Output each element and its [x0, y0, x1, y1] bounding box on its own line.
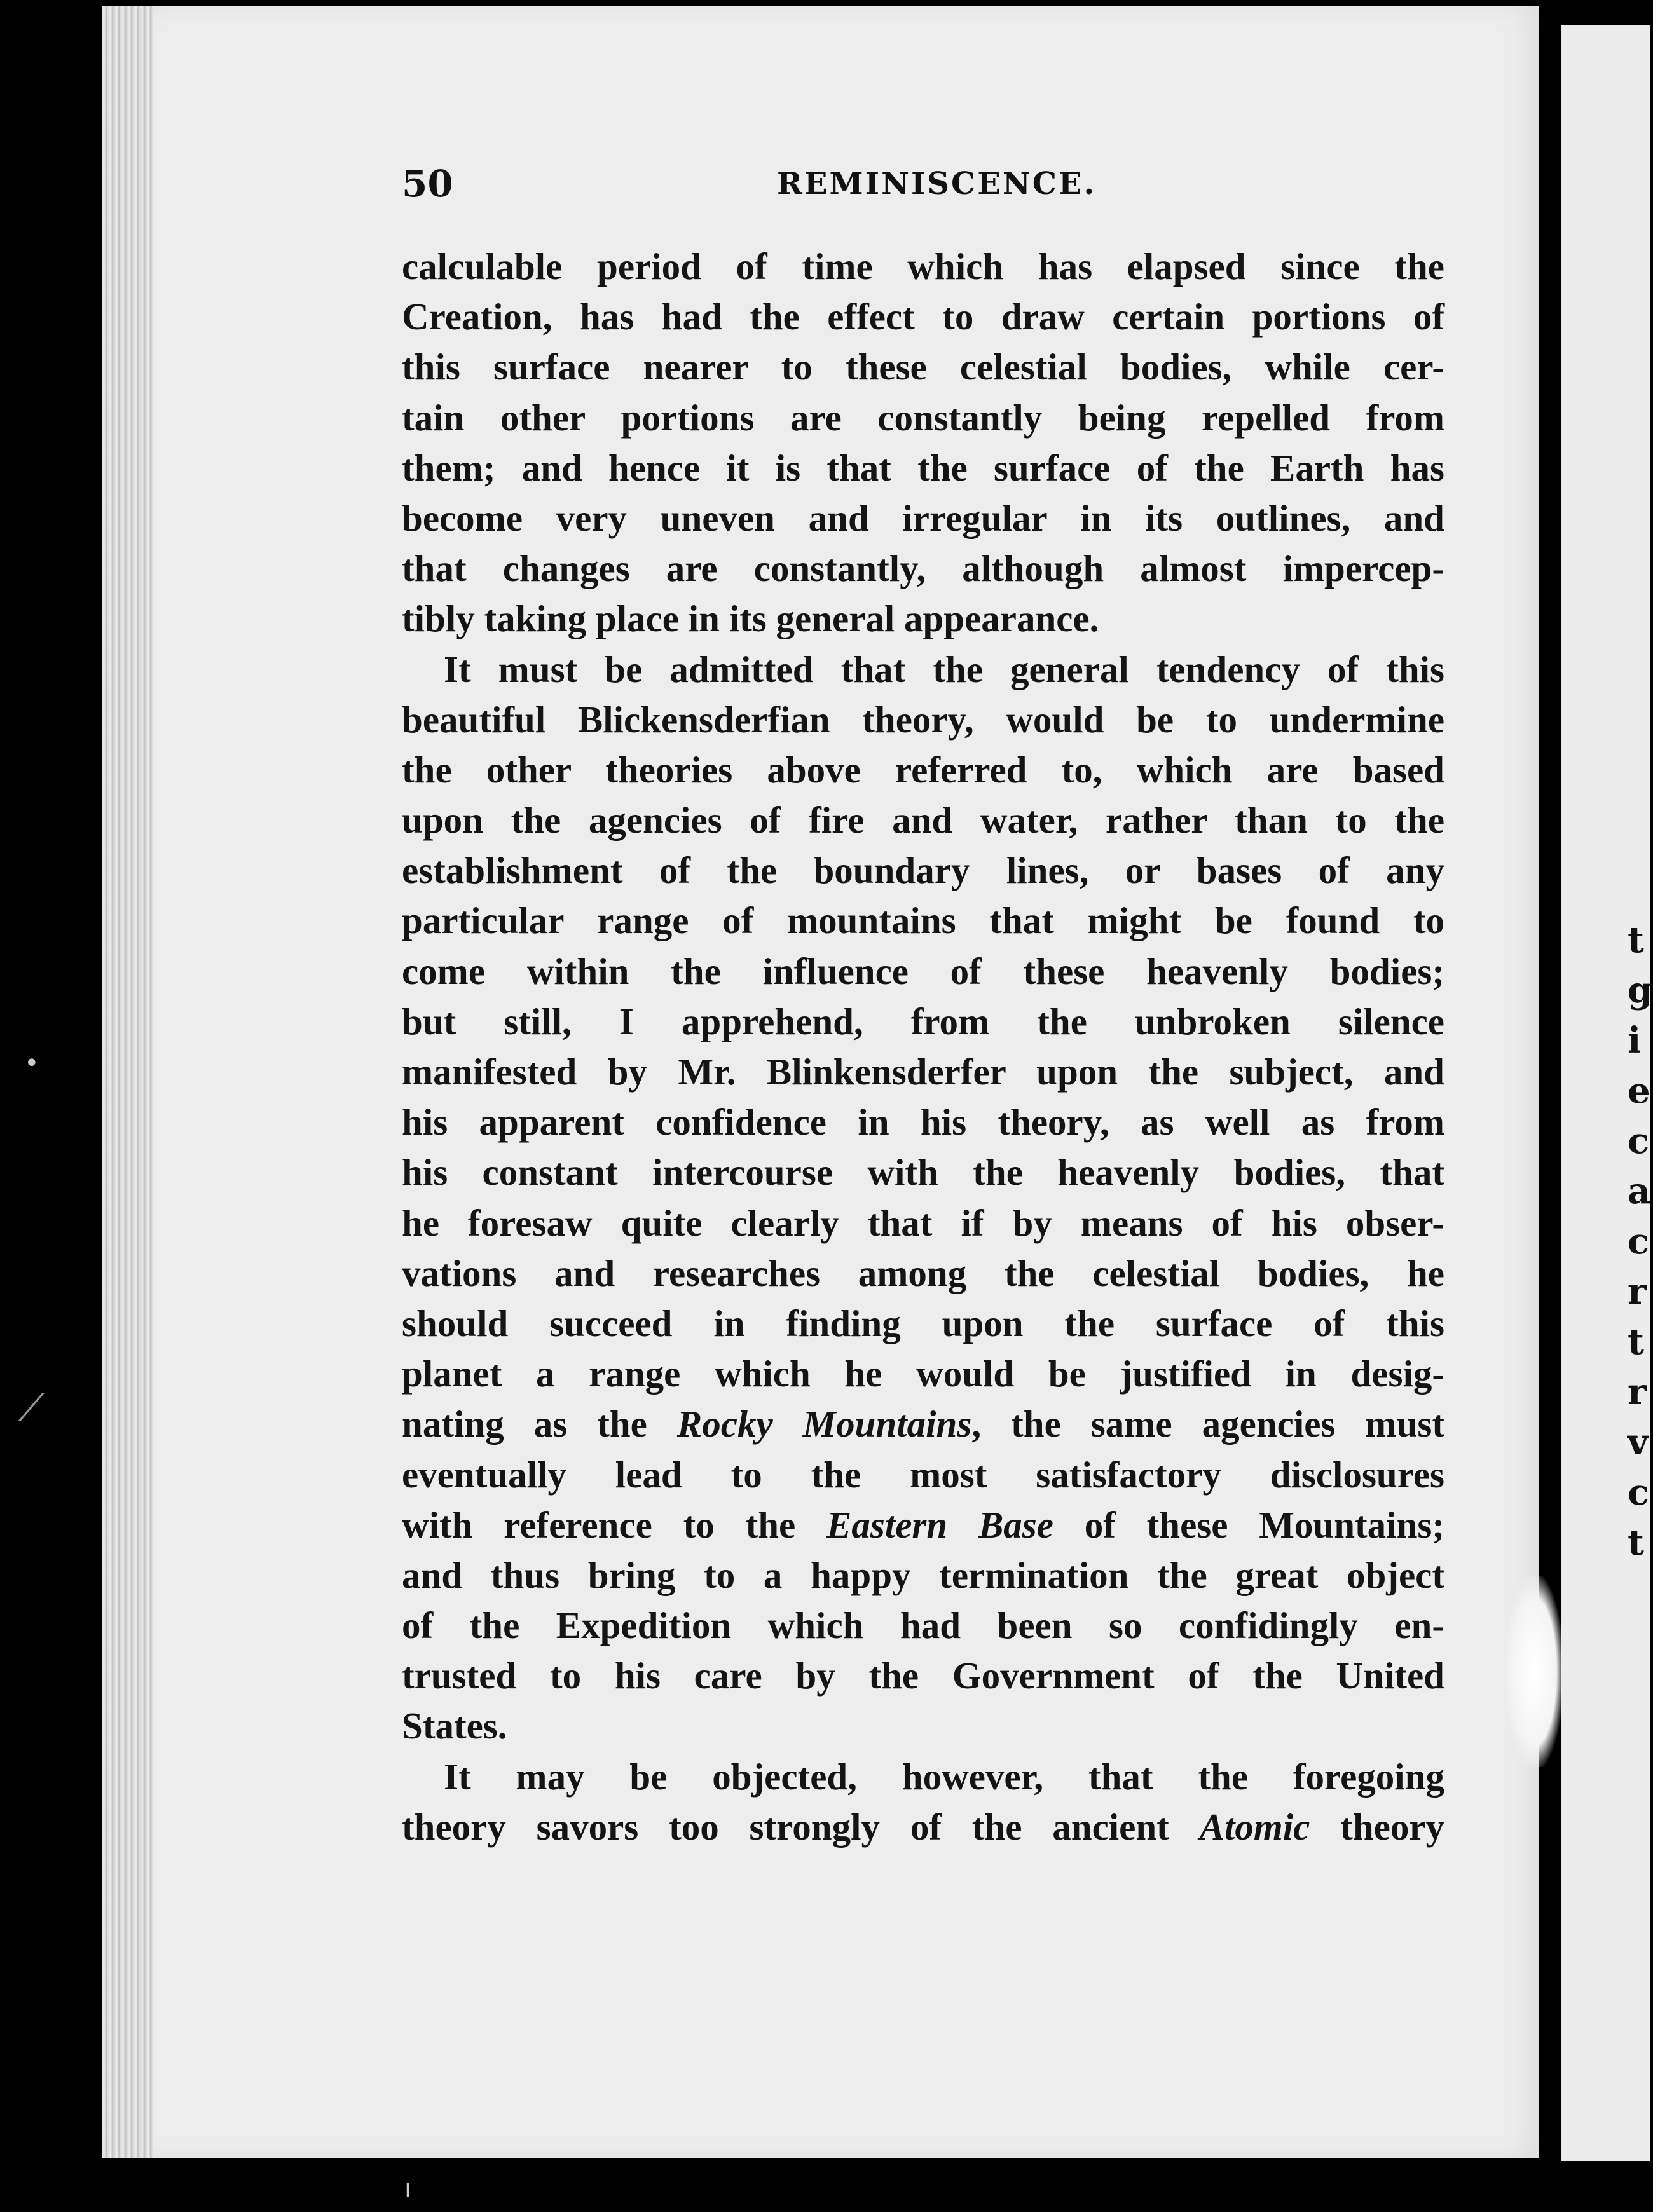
text-line: should succeed in finding upon the surface of this — [402, 1302, 1444, 1344]
italic-phrase: Rocky Mountains — [676, 1403, 972, 1445]
bottom-blot: ı — [404, 2174, 412, 2203]
text-line: with reference to the Eastern Base of these Mountains; — [402, 1503, 1444, 1546]
facing-page-letter: r — [1628, 1371, 1647, 1413]
text-line: vations and researches among the celestial bodies, he — [402, 1252, 1444, 1294]
text-line: of the Expedition which had been so confidingly en- — [402, 1604, 1444, 1647]
text-line: manifested by Mr. Blinkensderfer upon the subject, and — [402, 1051, 1444, 1093]
facing-page-text-fragments — [1628, 915, 1653, 1568]
text-line: tain other portions are constantly being repelled from — [402, 396, 1444, 439]
text-line: come within the influence of these heavenly bodies; — [402, 950, 1444, 992]
text-line: establishment of the boundary lines, or bases of any — [402, 849, 1444, 892]
facing-page-letter: t — [1628, 1522, 1644, 1564]
text-line: calculable period of time which has elapsed since the — [402, 245, 1444, 287]
paragraph — [402, 1752, 1444, 1852]
text-line: become very uneven and irregular in its outlines, and — [402, 496, 1444, 539]
facing-page-letter: g — [1628, 969, 1653, 1011]
text-line: theory savors too strongly of the ancient Atomic theory — [402, 1805, 1445, 1848]
text-line: Creation, has had the effect to draw certain portions of — [402, 296, 1444, 338]
body-text — [402, 242, 1444, 1852]
facing-page-letter: c — [1628, 1471, 1650, 1513]
margin-scratch: ⟋ — [18, 1386, 45, 1430]
facing-page-letter: e — [1628, 1070, 1650, 1112]
facing-page-letter: c — [1628, 1220, 1650, 1262]
text-line: this surface nearer to these celestial bodies, while cer- — [402, 346, 1444, 388]
text-line: his constant intercourse with the heavenly bodies, that — [402, 1151, 1444, 1194]
margin-blot: • — [24, 1049, 39, 1078]
paragraph — [402, 242, 1444, 645]
text-line: but still, I apprehend, from the unbroken silence — [402, 1000, 1444, 1042]
running-head: REMINISCENCE. — [777, 166, 1097, 201]
facing-page-letter: c — [1628, 1120, 1650, 1162]
text-line: and thus bring to a happy termination the great object — [402, 1553, 1444, 1596]
text-line: that changes are constantly, although almost impercep- — [402, 547, 1444, 590]
text-line: them; and hence it is that the surface of the Earth has — [402, 446, 1444, 489]
facing-page-letter: r — [1628, 1271, 1647, 1313]
text-line: States. — [402, 1705, 507, 1747]
light-glare — [1506, 1576, 1563, 1767]
text-line: tibly taking place in its general appearance. — [402, 597, 1099, 640]
facing-page-letter: t — [1628, 1321, 1644, 1363]
text-line: he foresaw quite clearly that if by means of his obser- — [402, 1201, 1444, 1244]
text-line: particular range of mountains that might be found to — [402, 899, 1444, 942]
paragraph — [402, 645, 1444, 1752]
text-line: planet a range which he would be justified in desig- — [402, 1353, 1444, 1395]
text-line: his apparent confidence in his theory, as well as from — [402, 1101, 1444, 1144]
italic-phrase: Atomic — [1199, 1805, 1310, 1848]
text-line: nating as the Rocky Mountains, the same agencies must — [402, 1403, 1444, 1445]
facing-page-letter: v — [1628, 1421, 1649, 1463]
text-line: the other theories above referred to, which are based — [402, 748, 1444, 791]
page-header — [402, 162, 1097, 213]
facing-page-letter: t — [1628, 919, 1644, 961]
facing-page-letter: a — [1628, 1170, 1651, 1212]
facing-page-letter: i — [1628, 1020, 1642, 1062]
text-line: beautiful Blickensderfian theory, would be to undermine — [402, 698, 1444, 741]
text-line: It must be admitted that the general tendency of this — [444, 648, 1444, 690]
text-line: eventually lead to the most satisfactory disclosures — [402, 1453, 1444, 1496]
text-line: upon the agencies of fire and water, rather than to the — [402, 799, 1444, 842]
page-number: 50 — [402, 162, 453, 205]
text-line: It may be objected, however, that the foregoing — [444, 1755, 1444, 1798]
italic-phrase: Eastern Base — [826, 1503, 1053, 1546]
text-line: trusted to his care by the Government of the United — [402, 1655, 1444, 1697]
